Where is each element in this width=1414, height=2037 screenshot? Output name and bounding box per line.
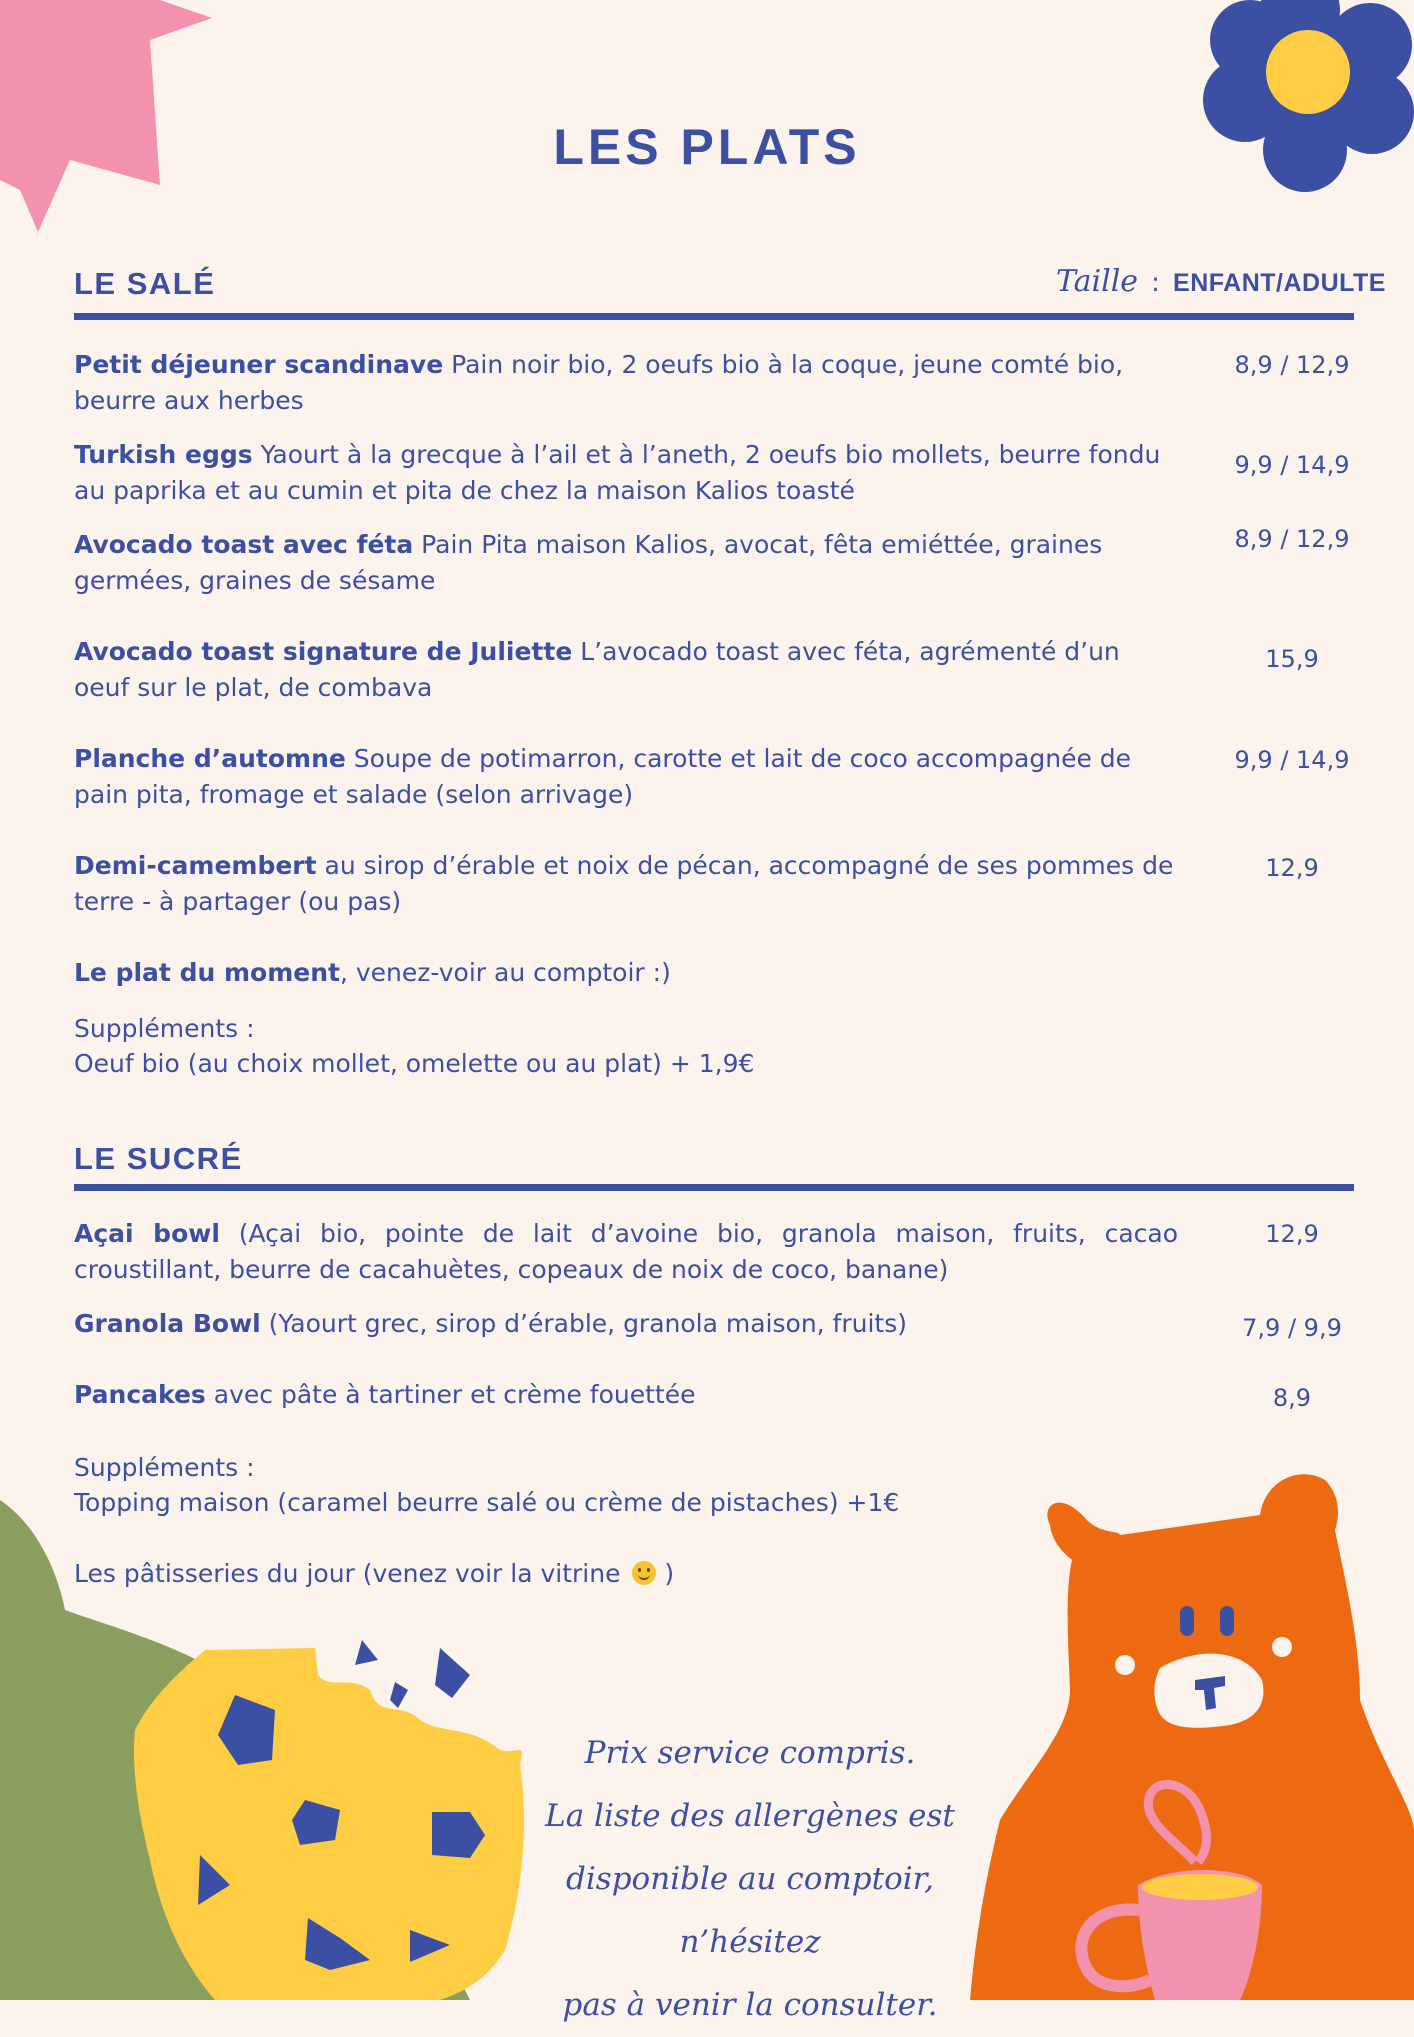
item-name: Demi-camembert	[74, 851, 317, 880]
menu-item-planche-automne	[74, 741, 1178, 813]
section-rule-sale	[74, 313, 1354, 320]
item-desc: Pain noir bio, 2 oeufs bio à la coque, jeune comté bio, beurre aux herbes	[74, 350, 1124, 415]
menu-item-turkish-eggs	[74, 437, 1178, 509]
item-name: Planche d’automne	[74, 744, 346, 773]
item-price: 8,9 / 12,9	[1234, 351, 1350, 379]
supplements-text: Topping maison (caramel beurre salé ou crème de pistaches) +1€	[74, 1488, 900, 1517]
item-name: Petit déjeuner scandinave	[74, 350, 444, 379]
menu-item-petit-dejeuner	[74, 347, 1178, 419]
item-desc: Yaourt à la grecque à l’ail et à l’aneth, 2 oeufs bio mollets, beurre fondu au paprika et au cumin et pita de chez la maison Kalios toasté	[74, 440, 1161, 505]
section-heading-sale: LE SALÉ	[74, 266, 216, 301]
menu-item-avocado-signature	[74, 634, 1178, 706]
item-price: 9,9 / 14,9	[1234, 746, 1350, 774]
item-price: 12,9	[1265, 1220, 1319, 1248]
item-name: Açai bowl	[74, 1219, 220, 1248]
footer-line: Prix service compris.	[584, 1735, 916, 1771]
item-name: Turkish eggs	[74, 440, 253, 469]
pink-star-icon	[0, 0, 212, 232]
item-desc: L’avocado toast avec féta, agrémenté d’un oeuf sur le plat, de combava	[74, 637, 1120, 702]
patisseries-end: )	[656, 1559, 675, 1588]
menu-item-avocado-feta	[74, 527, 1178, 599]
item-price: 15,9	[1265, 645, 1319, 673]
item-price: 7,9 / 9,9	[1242, 1314, 1342, 1342]
supplements-label: Suppléments :	[74, 1453, 255, 1482]
size-separator: :	[1151, 268, 1160, 298]
menu-item-granola-bowl	[74, 1306, 1178, 1342]
item-desc: Soupe de potimarron, carotte et lait de coco accompagnée de pain pita, fromage et salade (selon arrivage)	[74, 744, 1132, 809]
menu-item-acai-bowl	[74, 1216, 1178, 1288]
item-name: Pancakes	[74, 1380, 206, 1409]
supplements-sucre	[74, 1450, 1274, 1520]
item-desc: au sirop d’érable et noix de pécan, accompagné de ses pommes de terre - à partager (ou pas)	[74, 851, 1174, 916]
menu-item-plat-du-moment	[74, 955, 1178, 991]
item-desc: (Açai bio, pointe de lait d’avoine bio, granola maison, fruits, cacao croustillant, beurre de cacahuètes, copeaux de noix de coco, banane)	[74, 1219, 1179, 1284]
item-desc: avec pâte à tartiner et crème fouettée	[205, 1380, 696, 1409]
size-label: Taille	[1055, 264, 1139, 299]
item-name: Avocado toast signature de Juliette	[74, 637, 573, 666]
footer-note	[510, 1722, 990, 2037]
footer-line: disponible au comptoir, n’hésitez	[566, 1861, 934, 1960]
item-price: 12,9	[1265, 854, 1319, 882]
item-desc: , venez-voir au comptoir :)	[339, 958, 671, 987]
supplements-sale	[74, 1011, 1274, 1081]
item-name: Avocado toast avec féta	[74, 530, 414, 559]
item-price: 9,9 / 14,9	[1234, 451, 1350, 479]
menu-item-pancakes	[74, 1377, 1178, 1413]
size-header	[1056, 264, 1386, 299]
item-name: Granola Bowl	[74, 1309, 261, 1338]
size-value: ENFANT/ADULTE	[1173, 269, 1386, 297]
smile-emoji-icon	[632, 1561, 656, 1585]
menu-item-demi-camembert	[74, 848, 1178, 920]
cookie-icon	[134, 1640, 524, 2000]
item-desc: Pain Pita maison Kalios, avocat, fêta emiéttée, graines germées, graines de sésame	[74, 530, 1103, 595]
patisseries-text: Les pâtisseries du jour (venez voir la vitrine	[74, 1559, 621, 1588]
supplements-text: Oeuf bio (au choix mollet, omelette ou au plat) + 1,9€	[74, 1049, 755, 1078]
item-name: Le plat du moment	[74, 958, 340, 987]
footer-line: pas à venir la consulter.	[562, 1987, 938, 2023]
item-price: 8,9	[1272, 1384, 1312, 1412]
item-desc: (Yaourt grec, sirop d’érable, granola maison, fruits)	[260, 1309, 908, 1338]
footer-line: La liste des allergènes est	[545, 1798, 955, 1834]
item-price: 8,9 / 12,9	[1234, 525, 1350, 553]
page-title: LES PLATS	[553, 119, 861, 175]
patisseries-line	[74, 1556, 1274, 1591]
section-heading-sucre: LE SUCRÉ	[74, 1141, 243, 1176]
section-rule-sucre	[74, 1184, 1354, 1191]
supplements-label: Suppléments :	[74, 1014, 255, 1043]
